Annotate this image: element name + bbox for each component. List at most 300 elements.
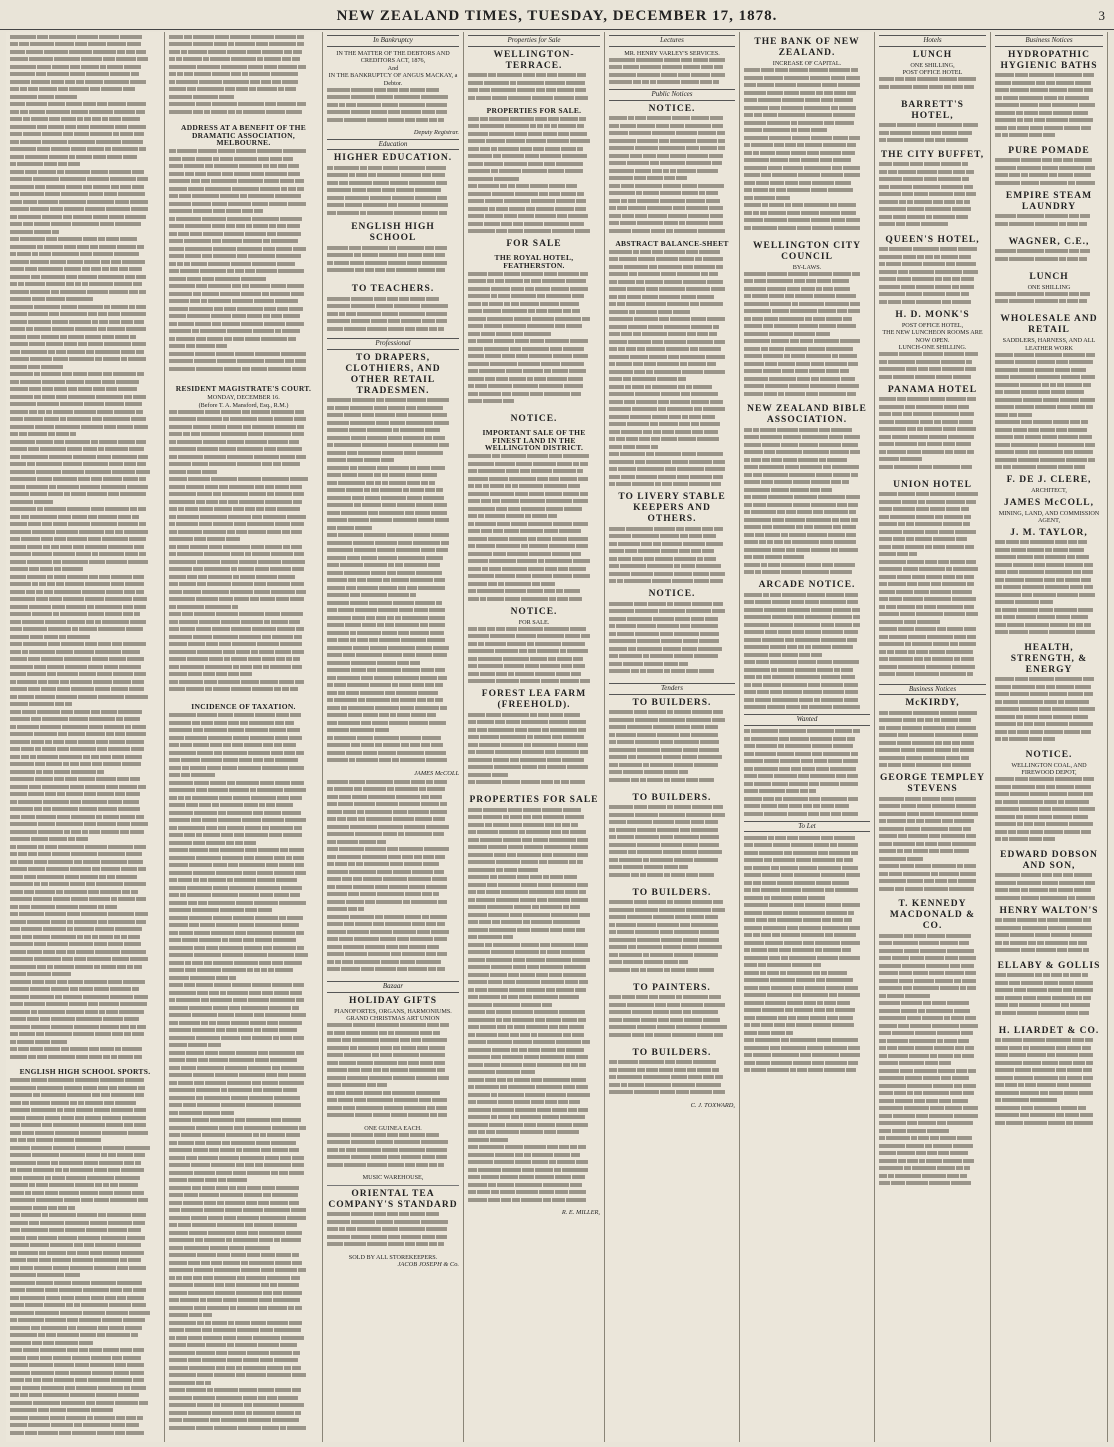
word-mark: [388, 327, 404, 331]
word-mark: [74, 860, 82, 864]
text-line: [169, 582, 318, 590]
word-mark: [277, 262, 295, 266]
word-mark: [120, 830, 129, 834]
word-mark: [169, 269, 179, 273]
word-mark: [203, 57, 209, 61]
word-mark: [101, 867, 120, 871]
word-mark: [196, 856, 221, 860]
word-mark: [36, 590, 43, 594]
word-mark: [117, 50, 125, 54]
text-line: [468, 384, 600, 392]
word-mark: [484, 81, 509, 85]
word-mark: [215, 277, 240, 281]
word-mark: [80, 1191, 98, 1195]
word-mark: [334, 683, 346, 687]
word-mark: [45, 1318, 66, 1322]
word-mark: [64, 342, 77, 346]
word-mark: [477, 830, 498, 834]
word-mark: [243, 1366, 266, 1370]
word-mark: [499, 169, 521, 173]
word-mark: [343, 945, 364, 949]
word-mark: [85, 785, 105, 789]
word-mark: [543, 815, 564, 819]
word-mark: [538, 883, 551, 887]
text-line: [327, 1053, 459, 1061]
word-mark: [212, 72, 230, 76]
text-line: [169, 795, 318, 803]
word-mark: [259, 1231, 285, 1235]
word-mark: [43, 545, 50, 549]
word-mark: [557, 597, 568, 601]
word-mark: [210, 998, 232, 1002]
word-mark: [10, 305, 33, 309]
text-line: [468, 822, 600, 830]
text-line: [468, 1130, 600, 1138]
word-mark: [108, 1153, 116, 1157]
word-mark: [169, 552, 176, 556]
word-mark: [545, 339, 569, 343]
word-mark: [537, 1108, 551, 1112]
word-mark: [32, 612, 52, 616]
word-mark: [292, 665, 302, 669]
word-mark: [433, 817, 445, 821]
word-mark: [56, 530, 78, 534]
word-mark: [468, 552, 492, 556]
word-mark: [55, 95, 77, 99]
word-mark: [496, 507, 507, 511]
word-mark: [10, 717, 30, 721]
word-mark: [195, 352, 215, 356]
text-line: [468, 391, 600, 399]
word-mark: [212, 1321, 227, 1325]
text-line: [10, 387, 160, 395]
word-mark: [86, 882, 95, 886]
word-mark: [489, 207, 495, 211]
word-mark: [20, 87, 27, 91]
word-mark: [327, 203, 344, 207]
word-mark: [184, 983, 195, 987]
word-mark: [237, 1306, 258, 1310]
word-mark: [80, 762, 91, 766]
word-mark: [117, 1153, 133, 1157]
text-line: [327, 570, 459, 578]
word-mark: [280, 642, 302, 646]
word-mark: [195, 1238, 203, 1242]
word-mark: [383, 1091, 391, 1095]
word-mark: [68, 1206, 75, 1210]
word-mark: [527, 377, 533, 381]
word-mark: [237, 1276, 245, 1280]
word-mark: [405, 118, 415, 122]
word-mark: [92, 552, 98, 556]
text-line: [10, 417, 160, 425]
word-mark: [496, 1130, 519, 1134]
word-mark: [64, 492, 70, 496]
word-mark: [327, 181, 338, 185]
word-mark: [190, 232, 202, 236]
word-mark: [47, 672, 56, 676]
word-mark: [102, 117, 108, 121]
word-mark: [468, 823, 484, 827]
word-mark: [232, 605, 238, 609]
word-mark: [485, 514, 505, 518]
word-mark: [220, 292, 240, 296]
word-mark: [93, 155, 106, 159]
word-mark: [236, 650, 250, 654]
word-mark: [48, 1206, 57, 1210]
word-mark: [389, 721, 408, 725]
word-mark: [340, 563, 363, 567]
word-mark: [366, 817, 392, 821]
text-line: [327, 735, 459, 743]
word-mark: [188, 1291, 214, 1295]
word-mark: [46, 1296, 60, 1300]
word-mark: [278, 164, 287, 168]
word-mark: [545, 81, 565, 85]
word-mark: [421, 304, 448, 308]
word-mark: [189, 1313, 202, 1317]
word-mark: [212, 102, 237, 106]
word-mark: [400, 1023, 426, 1027]
word-mark: [68, 732, 85, 736]
text-line: [169, 529, 318, 537]
word-mark: [169, 545, 176, 549]
word-mark: [327, 1227, 338, 1231]
word-mark: [560, 117, 578, 121]
word-mark: [468, 272, 487, 276]
word-mark: [19, 1032, 35, 1036]
word-mark: [327, 870, 348, 874]
word-mark: [251, 367, 267, 371]
word-mark: [169, 788, 195, 792]
word-mark: [196, 1088, 220, 1092]
word-mark: [56, 395, 67, 399]
ad-text: [468, 271, 600, 411]
word-mark: [281, 187, 287, 191]
word-mark: [289, 736, 302, 740]
text-line: [169, 833, 318, 841]
word-mark: [255, 856, 273, 860]
word-mark: [201, 1021, 208, 1025]
word-mark: [356, 173, 367, 177]
word-mark: [29, 1416, 49, 1420]
word-mark: [101, 830, 119, 834]
word-mark: [258, 1388, 274, 1392]
word-mark: [468, 1093, 490, 1097]
word-mark: [468, 720, 476, 724]
word-mark: [339, 1061, 356, 1065]
word-mark: [250, 788, 256, 792]
word-mark: [368, 166, 382, 170]
word-mark: [63, 1168, 69, 1172]
word-mark: [70, 785, 84, 789]
word-mark: [492, 1108, 514, 1112]
word-mark: [259, 1306, 267, 1310]
word-mark: [137, 177, 148, 181]
word-mark: [64, 1108, 75, 1112]
word-mark: [352, 616, 365, 620]
word-mark: [178, 826, 205, 830]
word-mark: [129, 537, 146, 541]
word-mark: [440, 706, 447, 710]
word-mark: [377, 623, 384, 627]
word-mark: [468, 965, 490, 969]
word-mark: [513, 384, 538, 388]
word-mark: [327, 751, 345, 755]
word-mark: [411, 900, 437, 904]
text-line: [169, 484, 318, 492]
word-mark: [232, 299, 253, 303]
text-line: [169, 672, 318, 680]
word-mark: [221, 1088, 227, 1092]
word-mark: [270, 1058, 297, 1062]
word-mark: [274, 991, 289, 995]
word-mark: [10, 762, 34, 766]
word-mark: [169, 991, 196, 995]
word-mark: [22, 620, 44, 624]
word-mark: [184, 72, 193, 76]
text-line: [10, 1153, 160, 1161]
word-mark: [241, 322, 263, 326]
word-mark: [90, 1363, 114, 1367]
word-mark: [139, 290, 146, 294]
word-mark: [297, 946, 304, 950]
word-mark: [10, 1401, 32, 1405]
word-mark: [468, 853, 493, 857]
word-mark: [196, 597, 218, 601]
word-mark: [31, 1108, 56, 1112]
word-mark: [76, 837, 88, 841]
word-mark: [334, 443, 361, 447]
word-mark: [188, 477, 210, 481]
word-mark: [28, 312, 48, 316]
word-mark: [327, 1220, 350, 1224]
word-mark: [351, 1155, 370, 1159]
word-mark: [169, 337, 175, 341]
word-mark: [279, 680, 294, 684]
text-line: [169, 1185, 318, 1193]
word-mark: [495, 279, 504, 283]
word-mark: [216, 923, 238, 927]
word-mark: [130, 1371, 144, 1375]
word-mark: [169, 1118, 191, 1122]
text-line: [10, 837, 160, 845]
word-mark: [468, 514, 477, 518]
word-mark: [46, 342, 63, 346]
word-mark: [234, 172, 250, 176]
word-mark: [348, 518, 369, 522]
word-mark: [34, 807, 42, 811]
word-mark: [77, 935, 83, 939]
word-mark: [119, 267, 128, 271]
word-mark: [21, 515, 29, 519]
court-magistrate: (Before T. A. Mansford, Esq., R.M.): [198, 401, 289, 409]
word-mark: [528, 567, 544, 571]
word-mark: [68, 140, 95, 144]
word-mark: [484, 222, 500, 226]
word-mark: [121, 867, 137, 871]
word-mark: [221, 560, 238, 564]
word-mark: [492, 1048, 510, 1052]
word-mark: [10, 920, 26, 924]
word-mark: [188, 901, 197, 905]
text-line: [468, 1145, 600, 1153]
word-mark: [327, 503, 353, 507]
word-mark: [495, 649, 518, 653]
word-mark: [437, 196, 447, 200]
word-mark: [35, 1131, 54, 1135]
word-mark: [45, 1176, 51, 1180]
word-mark: [549, 454, 562, 458]
word-mark: [289, 1201, 299, 1205]
word-mark: [72, 1431, 96, 1435]
text-line: [169, 49, 318, 57]
word-mark: [344, 922, 354, 926]
text-line: [169, 1103, 318, 1111]
word-mark: [169, 946, 193, 950]
word-mark: [577, 883, 588, 887]
word-mark: [82, 590, 105, 594]
text-line: [169, 773, 318, 781]
word-mark: [530, 184, 548, 188]
word-mark: [253, 758, 263, 762]
word-mark: [468, 883, 486, 887]
word-mark: [264, 65, 277, 69]
word-mark: [78, 387, 92, 391]
word-mark: [259, 803, 265, 807]
word-mark: [46, 762, 62, 766]
word-mark: [522, 765, 537, 769]
word-mark: [97, 102, 107, 106]
word-mark: [426, 1133, 439, 1137]
word-mark: [111, 1108, 133, 1112]
word-mark: [10, 410, 28, 414]
word-mark: [10, 515, 20, 519]
text-line: [169, 149, 318, 157]
word-mark: [550, 728, 577, 732]
word-mark: [113, 680, 131, 684]
text-line: [10, 1047, 160, 1055]
word-mark: [562, 830, 569, 834]
word-mark: [203, 672, 215, 676]
word-mark: [293, 247, 306, 251]
word-mark: [10, 455, 20, 459]
word-mark: [528, 132, 542, 136]
word-mark: [346, 586, 356, 590]
text-line: [169, 1365, 318, 1373]
word-mark: [245, 728, 268, 732]
text-line: [169, 1163, 318, 1171]
word-mark: [392, 758, 399, 762]
word-mark: [118, 515, 131, 519]
word-mark: [539, 860, 547, 864]
word-mark: [169, 736, 184, 740]
word-mark: [180, 269, 199, 273]
word-mark: [116, 380, 139, 384]
word-mark: [292, 1373, 306, 1377]
word-mark: [114, 1371, 129, 1375]
word-mark: [502, 354, 515, 358]
text-line: [10, 87, 160, 95]
word-mark: [542, 853, 552, 857]
word-mark: [101, 485, 126, 489]
word-mark: [546, 88, 556, 92]
word-mark: [169, 470, 186, 474]
word-mark: [53, 740, 64, 744]
word-mark: [109, 215, 124, 219]
word-mark: [95, 1183, 102, 1187]
text-line: [468, 176, 600, 184]
word-mark: [226, 1366, 235, 1370]
word-mark: [111, 1093, 134, 1097]
text-line: [10, 1175, 160, 1183]
word-mark: [404, 825, 425, 829]
word-mark: [123, 477, 138, 481]
word-mark: [207, 1306, 229, 1310]
word-mark: [50, 1243, 73, 1247]
word-mark: [532, 96, 553, 100]
text-line: [169, 1043, 318, 1051]
text-line: [468, 294, 600, 302]
word-mark: [29, 1183, 35, 1187]
word-mark: [182, 612, 193, 616]
word-mark: [486, 1130, 495, 1134]
ad-sub: GRAND CHRISTMAS ART UNION: [346, 1015, 440, 1022]
word-mark: [38, 267, 63, 271]
word-mark: [404, 563, 427, 567]
word-mark: [92, 762, 102, 766]
word-mark: [374, 736, 399, 740]
word-mark: [83, 185, 92, 189]
word-mark: [534, 1010, 558, 1014]
word-mark: [520, 529, 543, 533]
word-mark: [396, 795, 420, 799]
word-mark: [529, 890, 554, 894]
word-mark: [508, 229, 523, 233]
word-mark: [29, 1363, 53, 1367]
word-mark: [169, 1111, 178, 1115]
text-line: [327, 907, 459, 915]
word-mark: [350, 406, 373, 410]
text-line: [169, 1320, 318, 1328]
text-line: [169, 344, 318, 352]
word-mark: [389, 473, 405, 477]
word-mark: [327, 268, 354, 272]
word-mark: [433, 646, 449, 650]
word-mark: [10, 185, 34, 189]
word-mark: [10, 1281, 35, 1285]
text-line: [327, 450, 459, 458]
word-mark: [515, 672, 534, 676]
word-mark: [560, 649, 566, 653]
word-mark: [395, 1031, 419, 1035]
word-mark: [210, 1418, 220, 1422]
word-mark: [169, 179, 190, 183]
word-mark: [327, 571, 343, 575]
word-mark: [468, 222, 483, 226]
text-line: [327, 728, 459, 736]
text-line: [169, 544, 318, 552]
word-mark: [272, 1148, 288, 1152]
word-mark: [468, 1033, 475, 1037]
word-mark: [71, 897, 88, 901]
text-line: [327, 1068, 459, 1076]
text-line: [10, 199, 160, 207]
word-mark: [468, 544, 475, 548]
word-mark: [34, 1266, 52, 1270]
text-line: [169, 1343, 318, 1351]
word-mark: [201, 299, 207, 303]
